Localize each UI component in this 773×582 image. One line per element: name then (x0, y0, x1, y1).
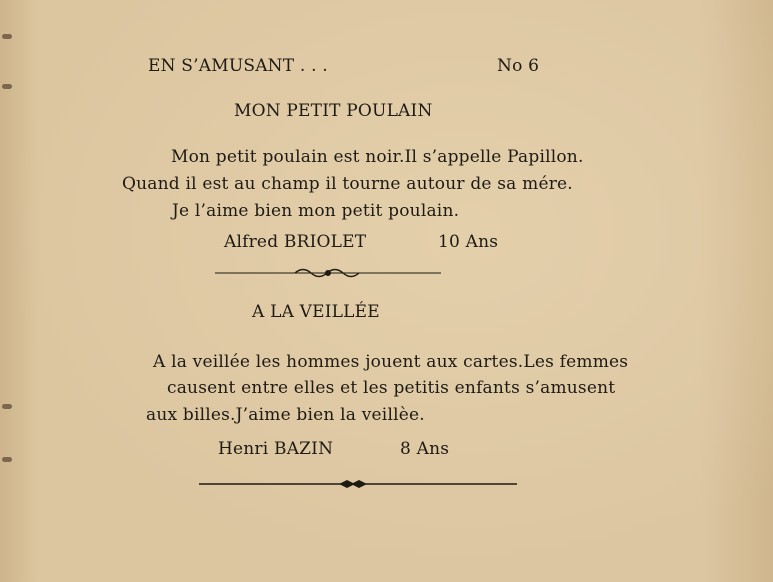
poem2-title: A LA VEILLÉE (252, 302, 380, 322)
poem2-line: aux billes.J’aime bien la veillèe. (146, 405, 425, 425)
binding-hole (2, 84, 12, 89)
binding-hole (2, 34, 12, 39)
poem2-author: Henri BAZIN (218, 439, 334, 459)
binding-hole (2, 404, 12, 409)
binding-hole (2, 457, 12, 462)
poem1-line: Mon petit poulain est noir.Il s’appelle Papillon. (171, 147, 584, 167)
poem1-age: 10 Ans (438, 232, 499, 252)
poem2-line: A la veillée les hommes jouent aux cartes.Les femmes (153, 352, 629, 372)
poem2-line: causent entre elles et les petitis enfants s’amusent (167, 378, 616, 398)
poem1-author: Alfred BRIOLET (224, 232, 367, 252)
poem1-title: MON PETIT POULAIN (234, 101, 433, 121)
issue-number: No 6 (497, 56, 540, 76)
poem2-age: 8 Ans (400, 439, 450, 459)
ornamental-divider (215, 264, 441, 282)
poem1-line: Je l’aime bien mon petit poulain. (172, 201, 460, 221)
end-divider (199, 476, 517, 492)
header-left: EN S’AMUSANT . . . (148, 56, 328, 76)
poem1-line: Quand il est au champ il tourne autour de sa mére. (122, 174, 573, 194)
